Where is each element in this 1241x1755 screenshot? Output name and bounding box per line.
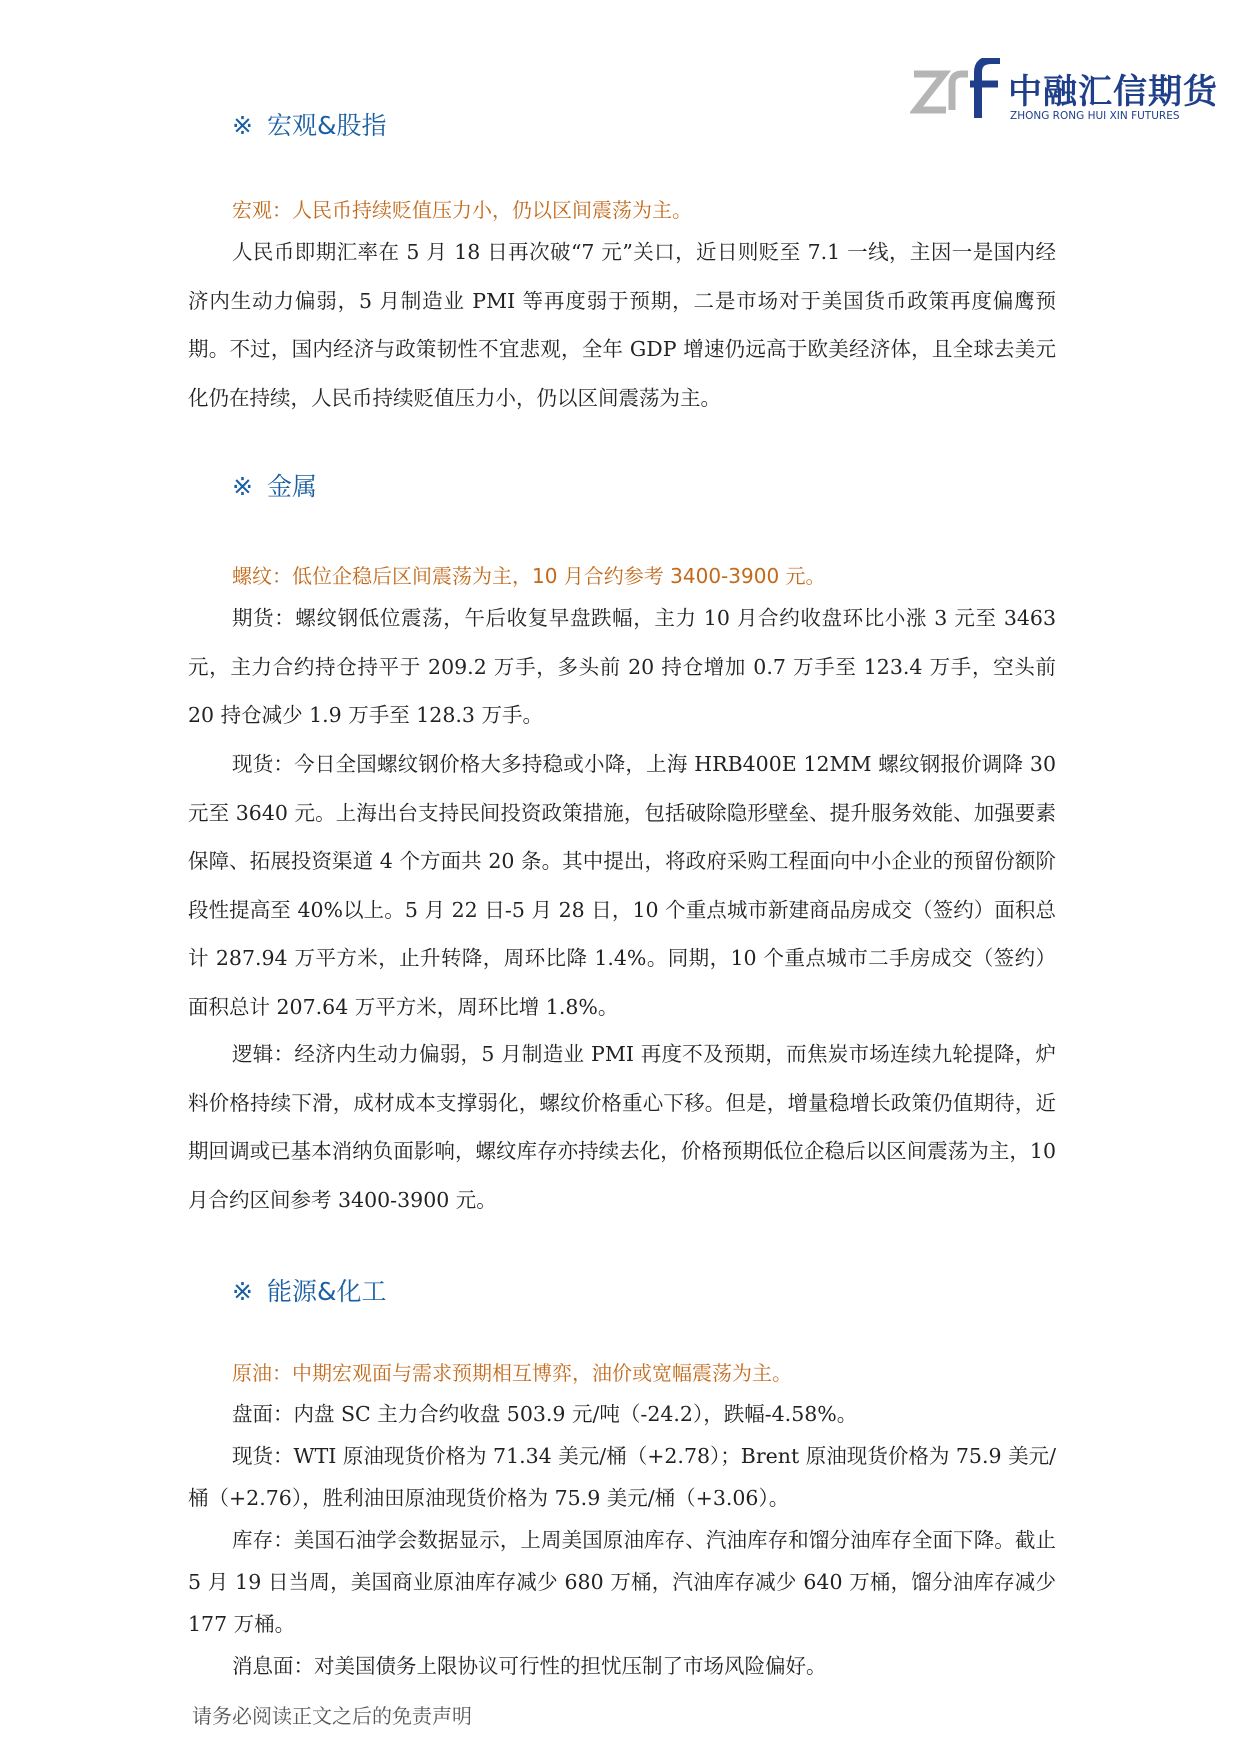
- zrf-logo-icon: [910, 58, 1006, 120]
- reference-mark-icon: ※: [232, 111, 253, 140]
- section-title-energy: ※ 能源&化工: [232, 1277, 387, 1306]
- crude-spot-paragraph: 现货：WTI 原油现货价格为 71.34 美元/桶（+2.78）；Brent 原油现货价格为 75.9 美元/桶（+2.76），胜利油田原油现货价格为 75.9 美元/桶（+3.06）。: [188, 1444, 1056, 1510]
- logo-chinese-name: 中融汇信期货: [1008, 72, 1218, 112]
- macro-headline: 宏观：人民币持续贬值压力小，仍以区间震荡为主。: [232, 198, 692, 222]
- section-title-metals: ※ 金属: [232, 472, 317, 501]
- rebar-logic-paragraph: 逻辑：经济内生动力偏弱，5 月制造业 PMI 再度不及预期，而焦炭市场连续九轮提降，炉料价格持续下滑，成材成本支撑弱化，螺纹价格重心下移。但是，增量稳增长政策仍值期待，近期回调或已基本消纳负面影响，螺纹库存亦持续去化，价格预期低位企稳后以区间震荡为主，10 月合约区间参考 3400-3900 元。: [188, 1042, 1056, 1212]
- rebar-spot-paragraph: 现货：今日全国螺纹钢价格大多持稳或小降，上海 HRB400E 12MM 螺纹钢报价调降 30 元至 3640 元。上海出台支持民间投资政策措施，包括破除隐形壁垒、提升服务效能、加强要素保障、拓展投资渠道 4 个方面共 20 条。其中提出，将政府采购工程面向中小企业的预留份额阶段性提高至 40%以上。5 月 22 日-5 月 28 日，10 个重点城市新建商品房成交（签约）面积总计 287.94 万平方米，止升转降，周环比降 1.4%。同期，10 个重点城市二手房成交（签约）面积总计 207.64 万平方米，周环比增 1.8%。: [188, 752, 1056, 1019]
- reference-mark-icon: ※: [232, 1277, 253, 1306]
- crude-inventory-paragraph: 库存：美国石油学会数据显示，上周美国原油库存、汽油库存和馏分油库存全面下降。截止 5 月 19 日当周，美国商业原油库存减少 680 万桶，汽油库存减少 640 万桶，馏分油库存减少 177 万桶。: [188, 1528, 1056, 1636]
- macro-paragraph: 人民币即期汇率在 5 月 18 日再次破“7 元”关口，近日则贬至 7.1 一线，主因一是国内经济内生动力偏弱，5 月制造业 PMI 等再度弱于预期，二是市场对于美国货币政策再度偏鹰预期。不过，国内经济与政策韧性不宜悲观，全年 GDP 增速仍远高于欧美经济体，且全球去美元化仍在持续，人民币持续贬值压力小，仍以区间震荡为主。: [188, 240, 1056, 410]
- reference-mark-icon: ※: [232, 472, 253, 501]
- footer-disclaimer: 请务必阅读正文之后的免责声明: [192, 1704, 472, 1728]
- crude-market-paragraph: 盘面：内盘 SC 主力合约收盘 503.9 元/吨（-24.2），跌幅-4.58%。: [232, 1402, 858, 1426]
- crude-headline: 原油：中期宏观面与需求预期相互博弈，油价或宽幅震荡为主。: [232, 1361, 792, 1385]
- company-logo: [910, 58, 1218, 128]
- rebar-futures-paragraph: 期货：螺纹钢低位震荡，午后收复早盘跌幅，主力 10 月合约收盘环比小涨 3 元至 3463 元，主力合约持仓持平于 209.2 万手，多头前 20 持仓增加 0.7 万手至 123.4 万手，空头前 20 持仓减少 1.9 万手至 128.3 万手。: [188, 606, 1056, 727]
- crude-news-paragraph: 消息面：对美国债务上限协议可行性的担忧压制了市场风险偏好。: [232, 1654, 827, 1678]
- logo-english-name: ZHONG RONG HUI XIN FUTURES: [1010, 110, 1180, 122]
- section-title-macro: ※ 宏观&股指: [232, 111, 387, 140]
- rebar-headline: 螺纹：低位企稳后区间震荡为主，10 月合约参考 3400-3900 元。: [232, 564, 826, 588]
